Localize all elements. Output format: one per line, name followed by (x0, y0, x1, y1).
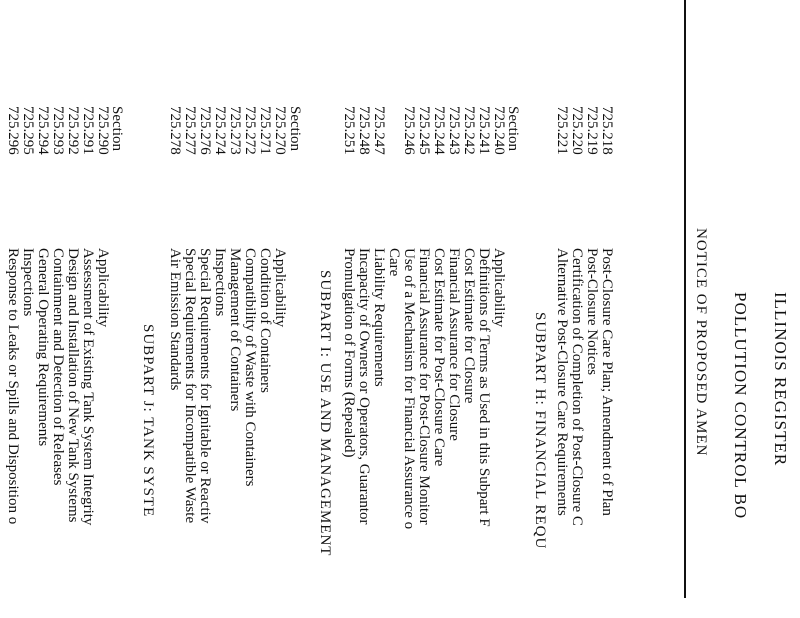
section-title: General Operating Requirements (35, 248, 51, 447)
section-title-continuation: Care (386, 248, 402, 277)
section-number: 725.251 (341, 106, 357, 155)
section-number: 725.276 (197, 106, 213, 155)
section-number: 725.294 (35, 106, 51, 155)
section-title: Financial Assurance for Closure (446, 248, 462, 441)
section-number: 725.248 (356, 106, 372, 155)
section-number: 725.246 (401, 106, 417, 155)
section-title: Air Emission Standards (167, 248, 183, 391)
section-number: 725.242 (461, 106, 477, 155)
subpart-h-heading: SUBPART H: FINANCIAL REQU (532, 312, 548, 550)
section-title: Special Requirements for Incompatible Waste (182, 248, 198, 524)
section-title: Inspections (212, 248, 228, 317)
section-number: 725.296 (5, 106, 21, 155)
section-title: Applicability (95, 248, 111, 328)
section-title: Special Requirements for Ignitable or Reactiv (197, 248, 213, 524)
section-title: Cost Estimate for Closure (461, 248, 477, 404)
section-label: Section (505, 106, 521, 151)
section-title: Post-Closure Notices (584, 248, 600, 376)
section-number: 725.221 (554, 106, 570, 155)
section-title: Certification of Completion of Post-Closure C (569, 248, 585, 526)
section-title: Promulgation of Forms (Repealed) (341, 248, 357, 458)
section-number: 725.240 (491, 106, 507, 155)
section-title: Design and Installation of New Tank Systems (65, 248, 81, 523)
subpart-j-heading: SUBPART J: TANK SYSTE (140, 324, 156, 518)
section-title: Management of Containers (227, 248, 243, 412)
section-title: Financial Assurance for Post-Closure Monitor (416, 248, 432, 525)
section-title: Applicability (272, 248, 288, 328)
section-number: 725.245 (416, 106, 432, 155)
section-title: Definitions of Terms as Used in this Subpart F (476, 248, 492, 527)
section-title: Assessment of Existing Tank System Integrity (80, 248, 96, 526)
section-number: 725.293 (50, 106, 66, 155)
section-number: 725.273 (227, 106, 243, 155)
section-number: 725.218 (599, 106, 615, 155)
section-title: Compatibility of Waste with Containers (242, 248, 258, 487)
section-number: 725.241 (476, 106, 492, 155)
section-title: Containment and Detection of Releases (50, 248, 66, 486)
section-title: Post-Closure Care Plan; Amendment of Plan (599, 248, 615, 516)
section-title: Applicability (491, 248, 507, 328)
section-number: 725.244 (431, 106, 447, 155)
section-number: 725.274 (212, 106, 228, 155)
section-title: Cost Estimate for Post-Closure Care (431, 248, 447, 467)
header-rule (684, 0, 686, 598)
section-number: 725.247 (371, 106, 387, 155)
section-number: 725.271 (257, 106, 273, 155)
section-number: 725.220 (569, 106, 585, 155)
section-number: 725.243 (446, 106, 462, 155)
section-number: 725.270 (272, 106, 288, 155)
section-number: 725.290 (95, 106, 111, 155)
section-number: 725.291 (80, 106, 96, 155)
section-title: Incapacity of Owners or Operators, Guarantor (356, 248, 372, 525)
section-number: 725.278 (167, 106, 183, 155)
section-title: Alternative Post-Closure Care Requirements (554, 248, 570, 516)
agency-name: POLLUTION CONTROL BO (731, 292, 750, 520)
section-number: 725.292 (65, 106, 81, 155)
section-number: 725.219 (584, 106, 600, 155)
section-title: Response to Leaks or Spills and Disposition o (5, 248, 21, 525)
section-number: 725.272 (242, 106, 258, 155)
section-title: Liability Requirements (371, 248, 387, 387)
subpart-i-heading: SUBPART I: USE AND MANAGEMENT (317, 270, 333, 557)
section-title: Condition of Containers (257, 248, 273, 393)
section-label: Section (287, 106, 303, 151)
register-title: ILLINOIS REGISTER (771, 292, 790, 467)
notice-heading: NOTICE OF PROPOSED AMEN (693, 228, 709, 457)
section-label: Section (109, 106, 125, 151)
section-number: 725.277 (182, 106, 198, 155)
section-title: Use of a Mechanism for Financial Assurance o (401, 248, 417, 530)
section-number: 725.295 (20, 106, 36, 155)
section-title: Inspections (20, 248, 36, 317)
